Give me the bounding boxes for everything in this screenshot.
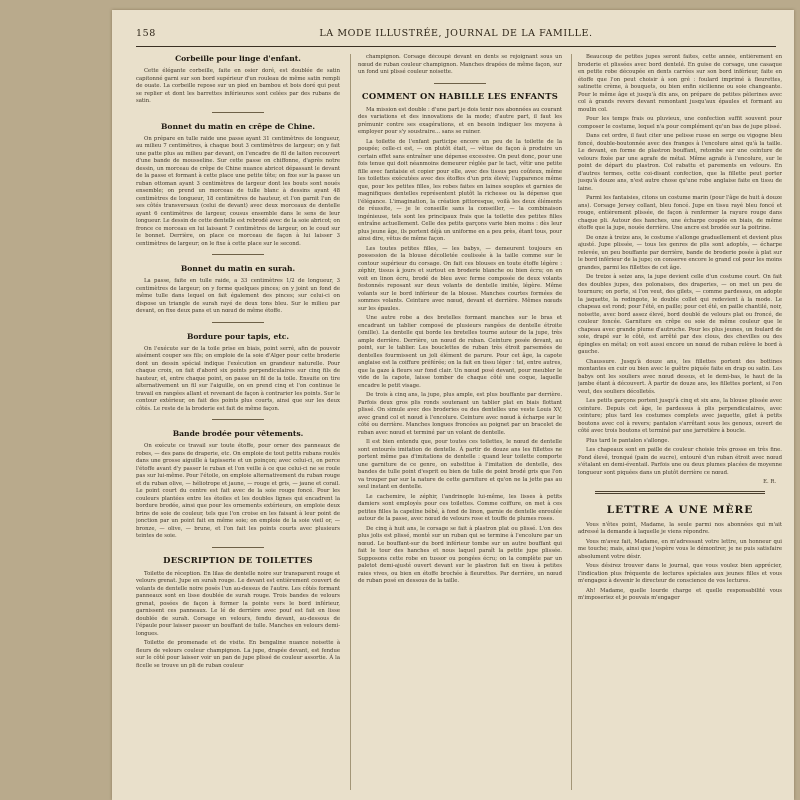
- paragraph-comment-5: De trois à cinq ans, la jupe, plus ample, est plus bouffante par derrière. Parfois deux gros plis ronds soutenant un tablier plat en biais flottant plissé. On simule avec des broderies ou des dentelles une veste Louis XV, avec grand col et nœud à l'encolure. Ceinture avec nœud à écharpe sur le côté ou derrière. Manches longues froncées au poignet par un bracelet de ruban avec nœud et terminé par un volant de dentelle.: [358, 392, 562, 436]
- column-separator-2: [571, 54, 572, 790]
- page-number: 158: [136, 28, 156, 39]
- paragraph-lettre-4: Ah! Madame, quelle lourde charge et quelle responsabilité vous m'imposeriez et je pouvais m'engager: [578, 587, 782, 601]
- journal-title: LA MODE ILLUSTRÉE, JOURNAL DE LA FAMILLE.: [319, 28, 593, 39]
- paragraph-corbeille: Cette élégante corbeille, faite en osier doré, est doublée de satin capitonné garni sur son bord supérieur d'un rouleau de même satin rempli de ouate. La corbeille repose sur un pied en bambou et bois doré qui peut se replier et dont les barrettes inférieures sont celées par des rubans de satin.: [136, 68, 340, 104]
- paragraph-comment-3: Les toutes petites filles, — les babys, — demeurent toujours en possession de la blouse décolletée coulissée à la taille comme sur le contour supérieur du corsage. On fait ces blouses en toute étoffe légère : zéphir, tissus à jours et surtout en broderie blanche ou bien écru; on en voit en linon écru, brodé de bleu avec ferme composée de deux volants festonnés reposant sur deux volants de dentelle imitée, légère. Même volants sur le bord inférieur de la blouse. Manches courtes formées de sommes volants. Ceinture avec nœud, devant et derrière. Mêmes nœuds sur les épaules.: [358, 245, 562, 312]
- paragraph-col3-5: De onze à treize ans, le costume s'allonge graduellement et devient plus ajusté. Jupe plissée, — tous les genres de plis sont adoptés, — écharpe relevée, un peu bouffante par derrière, bande de broderie posée à plat sur le bord inférieur de la jupe; on conserve encore le grand col pour les moins grandes, parmi les fillettes de cet âge.: [578, 234, 782, 271]
- journal-page: [112, 10, 794, 800]
- paragraph-lettre-3: Vous désirez trouver dans le journal, que vous voulez bien apprécier, l'indication plus fréquente de lectures spéciales aux jeunes filles et vous m'engagez à devenir le directeur de conscience de vos lectures.: [578, 563, 782, 584]
- paragraph-col3-6: De treize à seize ans, la jupe devient celle d'un costume court. On fait des doubles jupes, des polonaises, des draperies, — on met un peu de tournure; on porte, si l'on veut, des gilets, — comme pardessus, on adopte la jaquette, la redingote, le double collet qui redevient à la mode. Le chapeau est rond; pour l'été, en paille; pour cet été, en paille chantilé, noir, noisette, avec bord assez élevé, bord doublé de velours plat ou froncé, de couleur foncée. Garniture en crêpe ou soie de même couleur que le chapeau avec grande plume d'autruche. Pour les plus jeunes, un foulard de soie, drapé sur le côté, est arrêté par des clous, des chevilles ou des épingles en métal; on voit aussi encore un nœud de ruban relève le bord à gauche.: [578, 274, 782, 355]
- heading-bordure: Bordure pour tapis, etc.: [186, 331, 290, 341]
- paragraph-col3-1: Beaucoup de petites jupes seront faites, cette année, entièrement en broderie et plissées avec bord dentelé. En guise de corsage, une casaque en petite robe découpée en dents carrées sur son bord inférieur, faite en étoffe que l'on peut choisir à son gré : foulard imprimé à fleurettes, satinette crème, à bouquets, ou bien enfin sicilienne ou soie changeante. Pour le même âge et jusqu'à dix ans, on prépare de petites pèlerines avec col à grands revers devant remontant jusqu'aux épaules et formant au moulin col.: [578, 54, 782, 113]
- paragraph-comment-2: La toilette de l'enfant participe encore un peu de la toilette de la poupée; celle-ci est, — on plutôt était, — vêtue de façon à produire un certain effet sans entraîner une dépense excessive. On peut donc, pour une fois tenue qui doit néanmoins demeurer réglée par le tact, vêtir une petite fille avec fantaisie et copier pour elle, avec des tissus peu coûteux, même les toilettes exécutées avec des étoffes d'un prix élevé; l'apparence même que, pour les petites filles, les robes faites en laines souples et garnies de magnifiques dentelles représentent plutôt la richesse ou la dépense que l'élégance. L'imagination, la création pittoresque, voilà les deux éléments de réussite, — je le conseille sans la conseiller, — la combinaison ingénieuse, tels sont les principaux frais que la toilette des petites filles entraîne actuellement. Celle des petits garçons varie bien moins : dès leur plus jeune âge, ils portent déjà un uniforme en a peu près, étant tous, pour ainsi dire, vêtus de même façon.: [358, 138, 562, 242]
- running-head: [136, 28, 776, 42]
- section-rule: [212, 322, 264, 323]
- heading-comment-habille: COMMENT ON HABILLE LES ENFANTS: [361, 90, 559, 101]
- paragraph-bande: On exécute ce travail sur toute étoffe, pour orner des panneaux de robes, — des pans de draperie, etc. On emploie de tout petits rubans roulés dans une grosse aiguille à tapisserie et un poinçon; avec celui-ci, on perce l'étoffe avant d'y passer le ruban et l'on veille à ce que celui-ci ne se roule pas sur lui-même. Pour l'étoile, on emploie alternativement du ruban rouge et du ruban olive, — héliotrope et jaune, — rouge et gris, — jaune et corail. Le point court du centre est fait avec de la soie rouge foncé. Pour les couleurs plantées entre les étoiles et les doubles lignes qui encadrent la bordure brodée, ainsi que pour les ornements extérieurs, on emploie deux brins de soie de couleur, tels que l'on croise en les faisant à leur point de jonction par un point fait en même soie; on emploie de la soie vieil or, — bronze, — olive, — brune, et l'on fait les points courts avec plusieurs teintes de soie.: [136, 443, 340, 539]
- paragraph-lettre-2: Vous m'avez fait, Madame, en m'adressant votre lettre, un honneur qui me touche; mais, ainsi que j'espère vous le démontrer, je ne puis satisfaire absolument votre désir.: [578, 538, 782, 560]
- heading-bonnet-surah: Bonnet du matin en surah.: [180, 264, 296, 273]
- heading-bande: Bande brodée pour vêtements.: [172, 429, 304, 438]
- heading-description-toilettes: DESCRIPTION DE TOILETTES: [163, 554, 313, 565]
- heading-corbeille: Corbeille pour linge d'enfant.: [175, 54, 301, 63]
- paragraph-col3-4: Parmi les fantaisies, citons un costume marin (pour l'âge de huit à douze ans). Corsage Jersey collant, bleu foncé. Jupe en tissu rayé bleu foncé et rouge, entièrement plissée, de façon à renfermer la rayure rouge dans chaque pli. Autour des hanches, une écharpe coupée en biais, de même étoffe que la jupe, nouée derrière. Une ancre est brodée sur la poitrine.: [578, 195, 782, 231]
- paragraph-col3-7: Chaussure. Jusqu'à douze ans, les fillettes portent des bottines montantes en cuir ou bien avec le guêtre piquée faite en drap ou satin. Les babys ont les souliers avec nœud dessus, et le demi-bas, le haut de la jambe étant à découvert. À partir de douze ans, les fillettes portent, si l'on veut, des souliers décolletés.: [578, 358, 782, 395]
- column-left: [136, 54, 340, 790]
- author-signature: E. R.: [763, 479, 776, 485]
- paragraph-comment-6: Il est bien entendu que, pour toutes ces toilettes, le nœud de dentelle sont entourés imitation de dentelle. À partir de douze ans les fillettes ne portent même pas d'imitations de dentelle : quand leur toilette comporte une garniture de ce genre, on substitue à l'imitation de dentelle, des bandes de tulle point d'esprit ou bien de tulle de point brodé gris que l'on va trouper par sur la nature de cette garniture et qu'on ne la jette pas au seul instant en dentelle.: [358, 439, 562, 490]
- column-middle: [358, 54, 562, 790]
- paragraph-bordure: On l'exécute sur de la toile prise en biais, point serré, afin de pouvoir aisément couper ses fils; on emploie de la soie d'Alger pour cette broderie dont un dessin spécial indique l'exécution en grandeur naturelle. Pour chaque croix, on fait d'abord six points perpendiculaires sur cinq fils de hauteur, et, entre chaque point, on passe un fil de la toile. Ensuite on tire alternativement un fil sur l'aiguille, on en prend cinq et l'on continue le travail en rangées allant et revenant de façon à contrarier les points. Sur le contour extérieur, on fait des points plus courts, ainsi que sur les deux côtés. Le reste de la broderie est fait de même façon.: [136, 345, 340, 412]
- section-rule: [434, 83, 486, 84]
- heading-lettre-mere: LETTRE A UNE MÈRE: [606, 503, 754, 516]
- paragraph-col3-10: Les chapeaux sont en paille de couleur choisie très grosse en très fine. Fond élevé, tronqué (pain de sucre), entouré d'un ruban étroit avec nœud s'étalant en demi-éventail. Parfois une ou deux plumes placées de moyenne longueur sont piquées dans un plutôt derrière ce nœud.: [578, 447, 782, 476]
- paragraph-toilette-promenade: Toilette de promenade et de visite. En bengaline nuance noisette à fleurs de velours couleur champignon. La jupe, drapée devant, est fendue sur le côté pour laisser voir un pan de jupe plissé de couleur assortie. À la ficelle se trouve un pli de ruban couleur: [136, 640, 340, 669]
- heading-bonnet-crepe: Bonnet du matin en crêpe de Chine.: [161, 121, 315, 131]
- section-rule: [212, 254, 264, 255]
- double-rule: [595, 491, 765, 494]
- paragraph-continuation: champignon. Corsage découpé devant en dents se rejoignant sous un nœud de ruban couleur champignon. Manches drapées de même façon, sur un fond uni plissé couleur noisette.: [358, 54, 562, 75]
- paragraph-lettre-1: Vous n'êtes point, Madame, la seule parmi nos abonnées qui m'ait adressé la demande à laquelle je viens répondre.: [578, 521, 782, 535]
- paragraph-bonnet-crepe: On prépare en tulle raide une passe ayant 31 centimètres de longueur, au milieu 7 centimètres, à chaque bout 3 centimètres de largeur; on y fait une patte plus au milieu par devant, on l'encadre de fil de laiton recouvert d'une bande de mousseline. Sur cette passe on chiffonne, d'après notre dessin, un morceau de crêpe de Chine nuance abricot dépassant le devant de la passe et formant à cette place une petite tête; on fixe sur la passe un ruban ottoman ayant 3 centimètres de largeur dont les bouts sont noués ensemble; on prend un morceau de tulle blanc à dessins ayant 48 centimètres de longueur, 18 centimètres de hauteur, et l'on garnit l'un de ses côtés transversaux (celui de devant) avec deux morceaux de dentelle ayant 6 centimètres de largeur, cousus ensemble dans le sens de leur longueur. Le dessin de cette dentelle est rebrodé avec de la soie abricot; on fronce ce morceau en lui laissant 7 centimètres de largeur, on le coud sur le bonnet. Derrière, on place ce morceau de façon à lui laisser 3 centimètres de largeur; on le fixe à cette place sur le second.: [136, 135, 340, 247]
- column-separator-1: [350, 54, 351, 790]
- column-right: [578, 54, 782, 790]
- paragraph-col3-9: Plus tard le pantalon s'allonge.: [586, 437, 670, 444]
- paragraph-comment-4: Une autre robe a des bretelles formant manches sur le bras et encadrant un tablier composé de plusieurs rangées de dentelle étroite (smille). La dentelle qui borde les bretelles tourne autour de la jupe, très ample derrière. Derrière, un nœud de ruban. Ceinture posée devant, au point, sur le tablier. Les bouclettes de ruban très étroit parsemées de dentelles fourmissent un joli élément de parure. Pour cet âge, la capote anglaise est la coiffure préférée; on la fait en tissu léger : tel, entre autres, que la gaze à fleurs sur fond clair. Un nœud posé devant, pour meubler le vide de la capote, laisse tomber de chaque côté une coque, laquelle encadre le petit visage.: [358, 315, 562, 389]
- paragraph-toilette-reception: Toilette de réception. En lilas de dentelle noire sur transparent rouge et velours grenat. Jupe en surah rouge. Le devant est entièrement couvert de volants de dentelle noire posés l'un au-dessus de l'autre. Les côtés formant panneaux sont en lisse doublée de surah rouge. Trois bandes de velours grenat, posées de façon à former la pointe vers le bord inférieur, garnissent ces panneaux. Le lé de derrière avec pouf est fait en lisse doublée de surah. Corsage en velours, fendu devant, au-dessous de l'épaule pour laisser passer un bouffant de tulle. Manches en velours demi-longues.: [136, 570, 340, 637]
- paragraph-comment-1: Ma mission est double : d'une part je dois tenir nos abonnées au courant des variations et des innovations de la mode; d'autre part, il faut les prémunir contre ses exagérations, et en besoin indiquer les moyens à employer pour s'y soustraire... sans se ruiner.: [358, 106, 562, 135]
- header-rule: [136, 46, 776, 47]
- paragraph-col3-2: Pour les temps frais ou pluvieux, une confection suffit souvent pour composer le costume, lequel n'a pour complément qu'un bas de jupe plissé.: [578, 116, 782, 130]
- paragraph-col3-3: Dans cet ordre, il faut citer une pelisse russe en serge ou vigogne bleu foncé, double-boutonnée avec des franges à l'encolure ainsi qu'à la taille. Le devant, en forme de plastron bouffant, retombe sur une ceinture de velours fixée par une agrafe de métal. Même agrafe à l'encolure, sur le point de départ du plastron. Col rabattu et parements en velours. En d'autres termes, cette coi-disant confection, que la fillette peut porter jusqu'à douze ans, n'est autre chose qu'une robe anglaise faite en tissu de laine.: [578, 133, 782, 192]
- paragraph-comment-7: Le cachemire, le zéphir, l'andrinople lui-même, les lisses à petits damiers sont employés pour ces toilettes. Comme coiffure, on met à ces petites filles la capeline bébé, à fond de linon, garnie de dentelle enroulée autour de la passe, avec nœud de velours rose et touffe de plumes roses.: [358, 493, 562, 522]
- section-rule: [212, 419, 264, 420]
- paragraph-col3-8: Les petits garçons portent jusqu'à cinq et six ans, la blouse plissée avec ceinture. Depuis cet âge, le pardessus à plis perpendiculaires, avec ceinture; plus tard les costumes complets avec jaquette, gilet à petits boutons avec col à revers; pantalon s'arrêtant sous les genoux, ouvert de côté avec trois boutons et terminé par une jarretière à boucle.: [578, 398, 782, 434]
- paragraph-comment-8: De cinq à huit ans, le corsage se fait à plastron plat ou plissé. L'on des plus jolis est plissé, monté sur un ruban qui se termine à l'encolure par un nœud. Le bouffant-sur du bord inférieur tombe sur un autre bouffant qui fait le tour des hanches et nous laquel paraît la petite jupe plissée. Supposons cette robe en tussor ou pongées écru; on la complète par un paletot demi-ajusté ouvert devant sur le plastron fait en tissu à petites raies vives, ou bien en étoffe brochée à fleurettes. Par derrière, un nœud de ruban posé en dessous de la taille.: [358, 525, 562, 584]
- paragraph-bonnet-surah: La passe, faite en tulle raide, a 33 centimètres 1/2 de longueur, 3 centimètres de largeur; on y forme quelques pinces; on y joint un fond de même tulle dans lequel on fait également des pinces; sur celui-ci on dispose un triangle de surah rayé de deux tons bleu. Sur le milieu par devant, on fixe deux pans et un nœud de même étoffe.: [136, 278, 340, 314]
- section-rule: [212, 112, 264, 113]
- section-rule: [212, 547, 264, 548]
